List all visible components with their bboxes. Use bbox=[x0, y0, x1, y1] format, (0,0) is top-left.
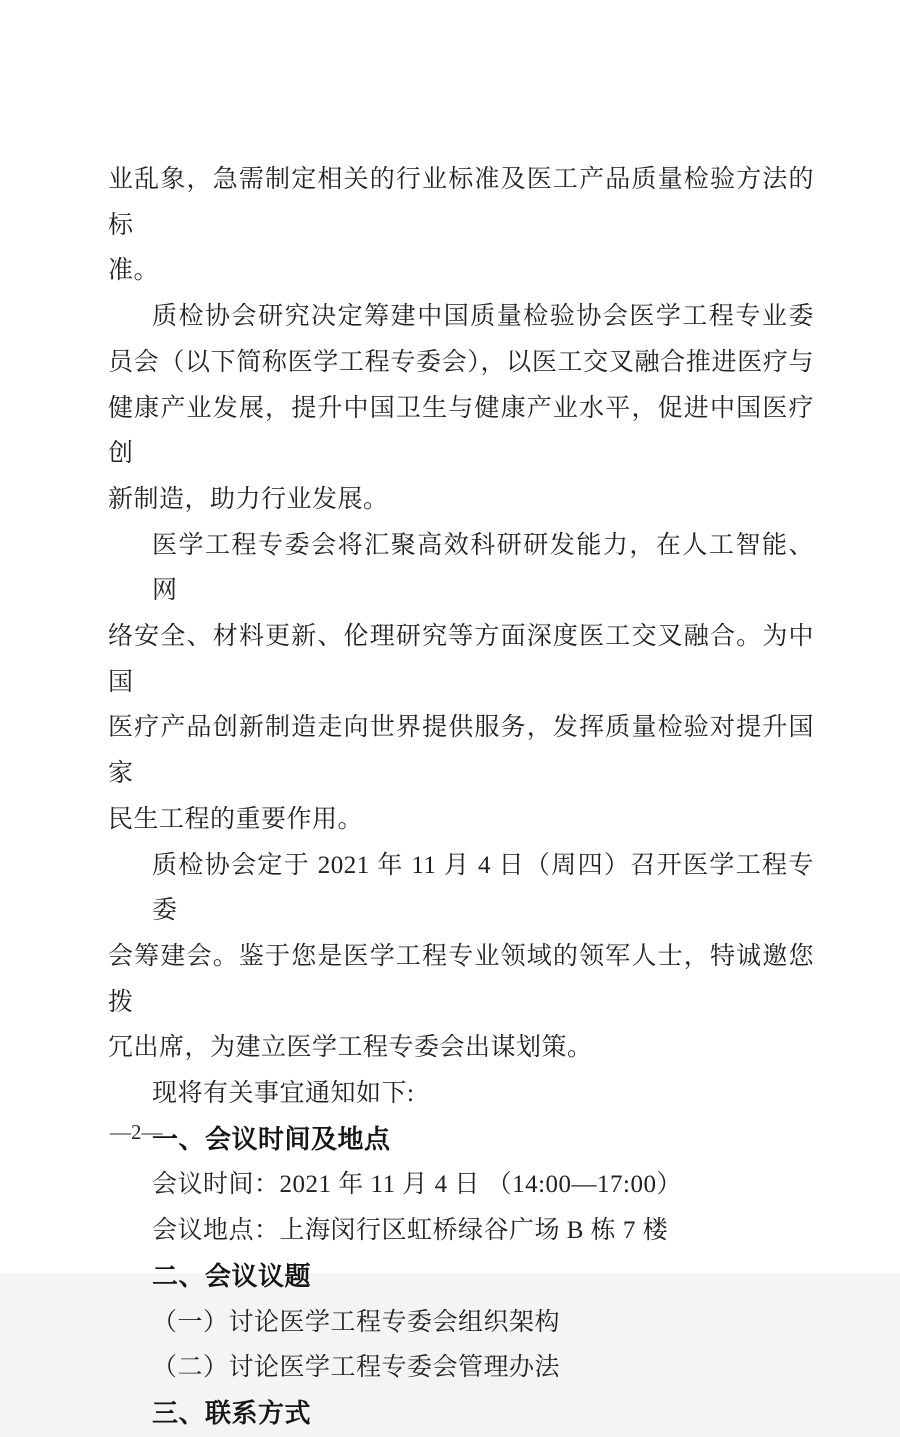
text-line: 会议地点：上海闵行区虹桥绿谷广场 B 栋 7 楼 bbox=[152, 1217, 669, 1245]
section-heading: 二、会议议题 bbox=[152, 1260, 312, 1291]
text-line: 医学工程专委会将汇聚高效科研研发能力，在人工智能、网 bbox=[152, 531, 814, 605]
section-heading: 一、会议时间及地点 bbox=[152, 1123, 391, 1154]
text-line: 质检协会研究决定筹建中国质量检验协会医学工程专业委 bbox=[152, 303, 814, 331]
page-number: —2— bbox=[110, 1120, 163, 1144]
text-line: 络安全、材料更新、伦理研究等方面深度医工交叉融合。为中国 bbox=[108, 623, 814, 696]
text-line: 新制造，助力行业发展。 bbox=[108, 485, 389, 513]
text-line: 准。 bbox=[108, 257, 160, 285]
text-line: （一）讨论医学工程专委会组织架构 bbox=[152, 1308, 561, 1336]
text-line: 会筹建会。鉴于您是医学工程专业领域的领军人士，特诚邀您拨 bbox=[108, 942, 814, 1016]
text-line: 质检协会定于 2021 年 11 月 4 日（周四）召开医学工程专委 bbox=[152, 851, 814, 925]
text-line: 会议时间：2021 年 11 月 4 日 （14:00—17:00） bbox=[152, 1171, 682, 1199]
text-line: 医疗产品创新制造走向世界提供服务，发挥质量检验对提升国家 bbox=[108, 714, 814, 788]
text-line: 业乱象，急需制定相关的行业标准及医工产品质量检验方法的标 bbox=[108, 166, 814, 239]
text-line: 健康产业发展，提升中国卫生与健康产业水平，促进中国医疗创 bbox=[108, 394, 814, 468]
text-line: （二）讨论医学工程专委会管理办法 bbox=[152, 1354, 561, 1382]
text-line: 冗出席，为建立医学工程专委会出谋划策。 bbox=[108, 1034, 593, 1062]
document-body bbox=[108, 157, 814, 1437]
text-line: 民生工程的重要作用。 bbox=[108, 805, 364, 833]
text-line: 现将有关事宜通知如下: bbox=[152, 1080, 415, 1108]
text-line: 员会（以下简称医学工程专委会），以医工交叉融合推进医疗与 bbox=[108, 348, 814, 376]
section-heading: 三、联系方式 bbox=[152, 1397, 312, 1428]
